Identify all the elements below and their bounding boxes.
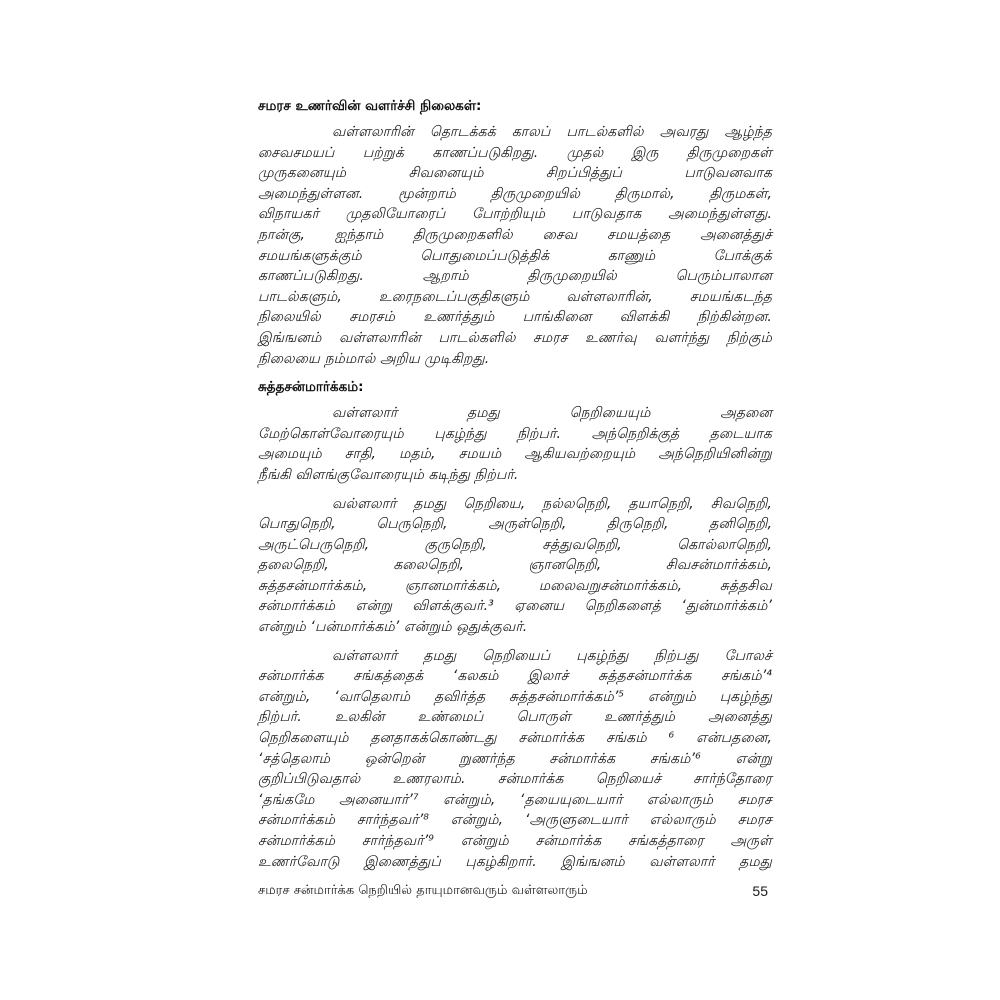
text-line: விநாயகர் முதலியோரைப் போற்றியும் பாடுவதாக அமைந்துள்ளது.	[258, 206, 772, 223]
text-line: இங்ஙனம் வள்ளலாரின் பாடல்களில் சமரச உணர்வு வளர்ந்து நிற்கும்	[258, 329, 772, 346]
text-line: சன்மார்க்கம் சார்ந்தவர்’⁸ என்றும், ‘அருளுடையார் எல்லாரும் சமரச	[258, 812, 772, 829]
text-line: குறிப்பிடுவதால் உணரலாம். சன்மார்க்க நெறியைச் சார்ந்தோரை	[258, 771, 772, 788]
text-line: சுத்தசன்மார்க்கம், ஞானமார்க்கம், மலைவறுசன்மார்க்கம், சுத்தசிவ	[258, 577, 772, 594]
text-line: நெறிகளையும் தனதாகக்கொண்டது சன்மார்க்க சங்கம் ⁶ என்பதனை,	[258, 730, 772, 747]
text-line: ‘தங்கமே அனையார்’⁷ என்றும், ‘தயையுடையார் எல்லாரும் சமரச	[258, 791, 772, 808]
section-heading-samarasa: சமரச உணர்வின் வளர்ச்சி நிலைகள்:	[258, 98, 482, 114]
text-line: சைவசமயப் பற்றுக் காணப்படுகிறது. முதல் இரு திருமுறைகள்	[258, 144, 772, 161]
text-line: வள்ளலாரின் தொடக்கக் காலப் பாடல்களில் அவரது ஆழ்ந்த	[332, 124, 772, 140]
text-line: மேற்கொள்வோரையும் புகழ்ந்து நிற்பர். அந்நெறிக்குத் தடையாக	[258, 425, 772, 442]
text-line: நிலையில் சமரசம் உணர்த்தும் பாங்கினை விளக்கி நிற்கின்றன.	[258, 309, 772, 326]
text-line: சமயங்களுக்கும் பொதுமைப்படுத்திக் காணும் போக்குக்	[258, 247, 772, 264]
paragraph-3	[258, 494, 772, 638]
text-line: நிலையை நம்மால் அறிய முடிகிறது.	[258, 350, 490, 367]
text-line: காணப்படுகிறது. ஆறாம் திருமுறையில் பெரும்பாலான	[258, 268, 772, 285]
text-line: சன்மார்க்க சங்கத்தைக் ‘கலகம் இலாச் சுத்தசன்மார்க்க சங்கம்’⁴	[258, 668, 772, 685]
page-number: 55	[752, 883, 768, 899]
text-line: நான்கு, ஐந்தாம் திருமுறைகளில் சைவ சமயத்தை அனைத்துச்	[258, 226, 772, 243]
page-footer	[258, 883, 772, 899]
text-line: வல்ளலார் தமது நெறியை, நல்லநெறி, தயாநெறி, சிவநெறி,	[332, 495, 772, 512]
paragraph-1	[258, 122, 772, 369]
paragraph-2	[258, 403, 772, 485]
text-line: உணர்வோடு இணைத்துப் புகழ்கிறார். இங்ஙனம் வள்ளலார் தமது	[258, 853, 772, 870]
text-line: முருகனையும் சிவனையும் சிறப்பித்துப் பாடுவனவாக	[258, 165, 772, 182]
section-heading-suddhasanmargam: சுத்தசன்மார்க்கம்:	[258, 379, 364, 396]
text-line: நிற்பர். உலகின் உண்மைப் பொருள் உணர்த்தும் அனைத்து	[258, 709, 772, 726]
text-line: சன்மார்க்கம் என்று விளக்குவர்.³ ஏனைய நெறிகளைத் ‘துன்மார்க்கம்’	[258, 598, 772, 615]
text-line: தலைநெறி, கலைநெறி, ஞானநெறி, சிவசன்மார்க்கம்,	[258, 557, 772, 574]
book-page	[258, 96, 772, 880]
text-line: பொதுநெறி, பெருநெறி, அருள்நெறி, திருநெறி, தனிநெறி,	[258, 516, 772, 533]
text-line: அமையும் சாதி, மதம், சமயம் ஆகியவற்றையும் அந்நெறியினின்று	[258, 446, 772, 463]
text-line: அருட்பெருநெறி, குருநெறி, சத்துவநெறி, கொல்லாநெறி,	[258, 536, 772, 553]
text-line: பாடல்களும், உரைநடைப்பகுதிகளும் வள்ளலாரின், சமயங்கடந்த	[258, 288, 772, 305]
text-line: நீங்கி விளங்குவோரையும் கடிந்து நிற்பர்.	[258, 466, 519, 483]
running-title: சமரச சன்மார்க்க நெறியில் தாயுமானவரும் வள்ளலாரும்	[258, 883, 588, 898]
text-line: என்றும் ‘பன்மார்க்கம்’ என்றும் ஒதுக்குவர்.	[258, 619, 528, 636]
paragraph-4	[258, 646, 772, 873]
text-line: சன்மார்க்கம் சார்ந்தவர்’⁹ என்றும் சன்மார்க்க சங்கத்தாரை அருள்	[258, 833, 772, 849]
text-line: ‘சத்தெலாம் ஒன்றென் றுணர்ந்த சன்மார்க்க சங்கம்’⁶ என்று	[258, 750, 772, 767]
text-line: அமைந்துள்ளன. மூன்றாம் திருமுறையில் திருமால், திருமகள்,	[258, 185, 772, 202]
text-line: என்றும், ‘வாதெலாம் தவிர்த்த சுத்தசன்மார்க்கம்’⁵ என்றும் புகழ்ந்து	[258, 688, 772, 705]
text-line: வள்ளலார் தமது நெறியைப் புகழ்ந்து நிற்பது போலச்	[332, 647, 772, 664]
text-line: வள்ளலார் தமது நெறியையும் அதனை	[332, 405, 772, 422]
